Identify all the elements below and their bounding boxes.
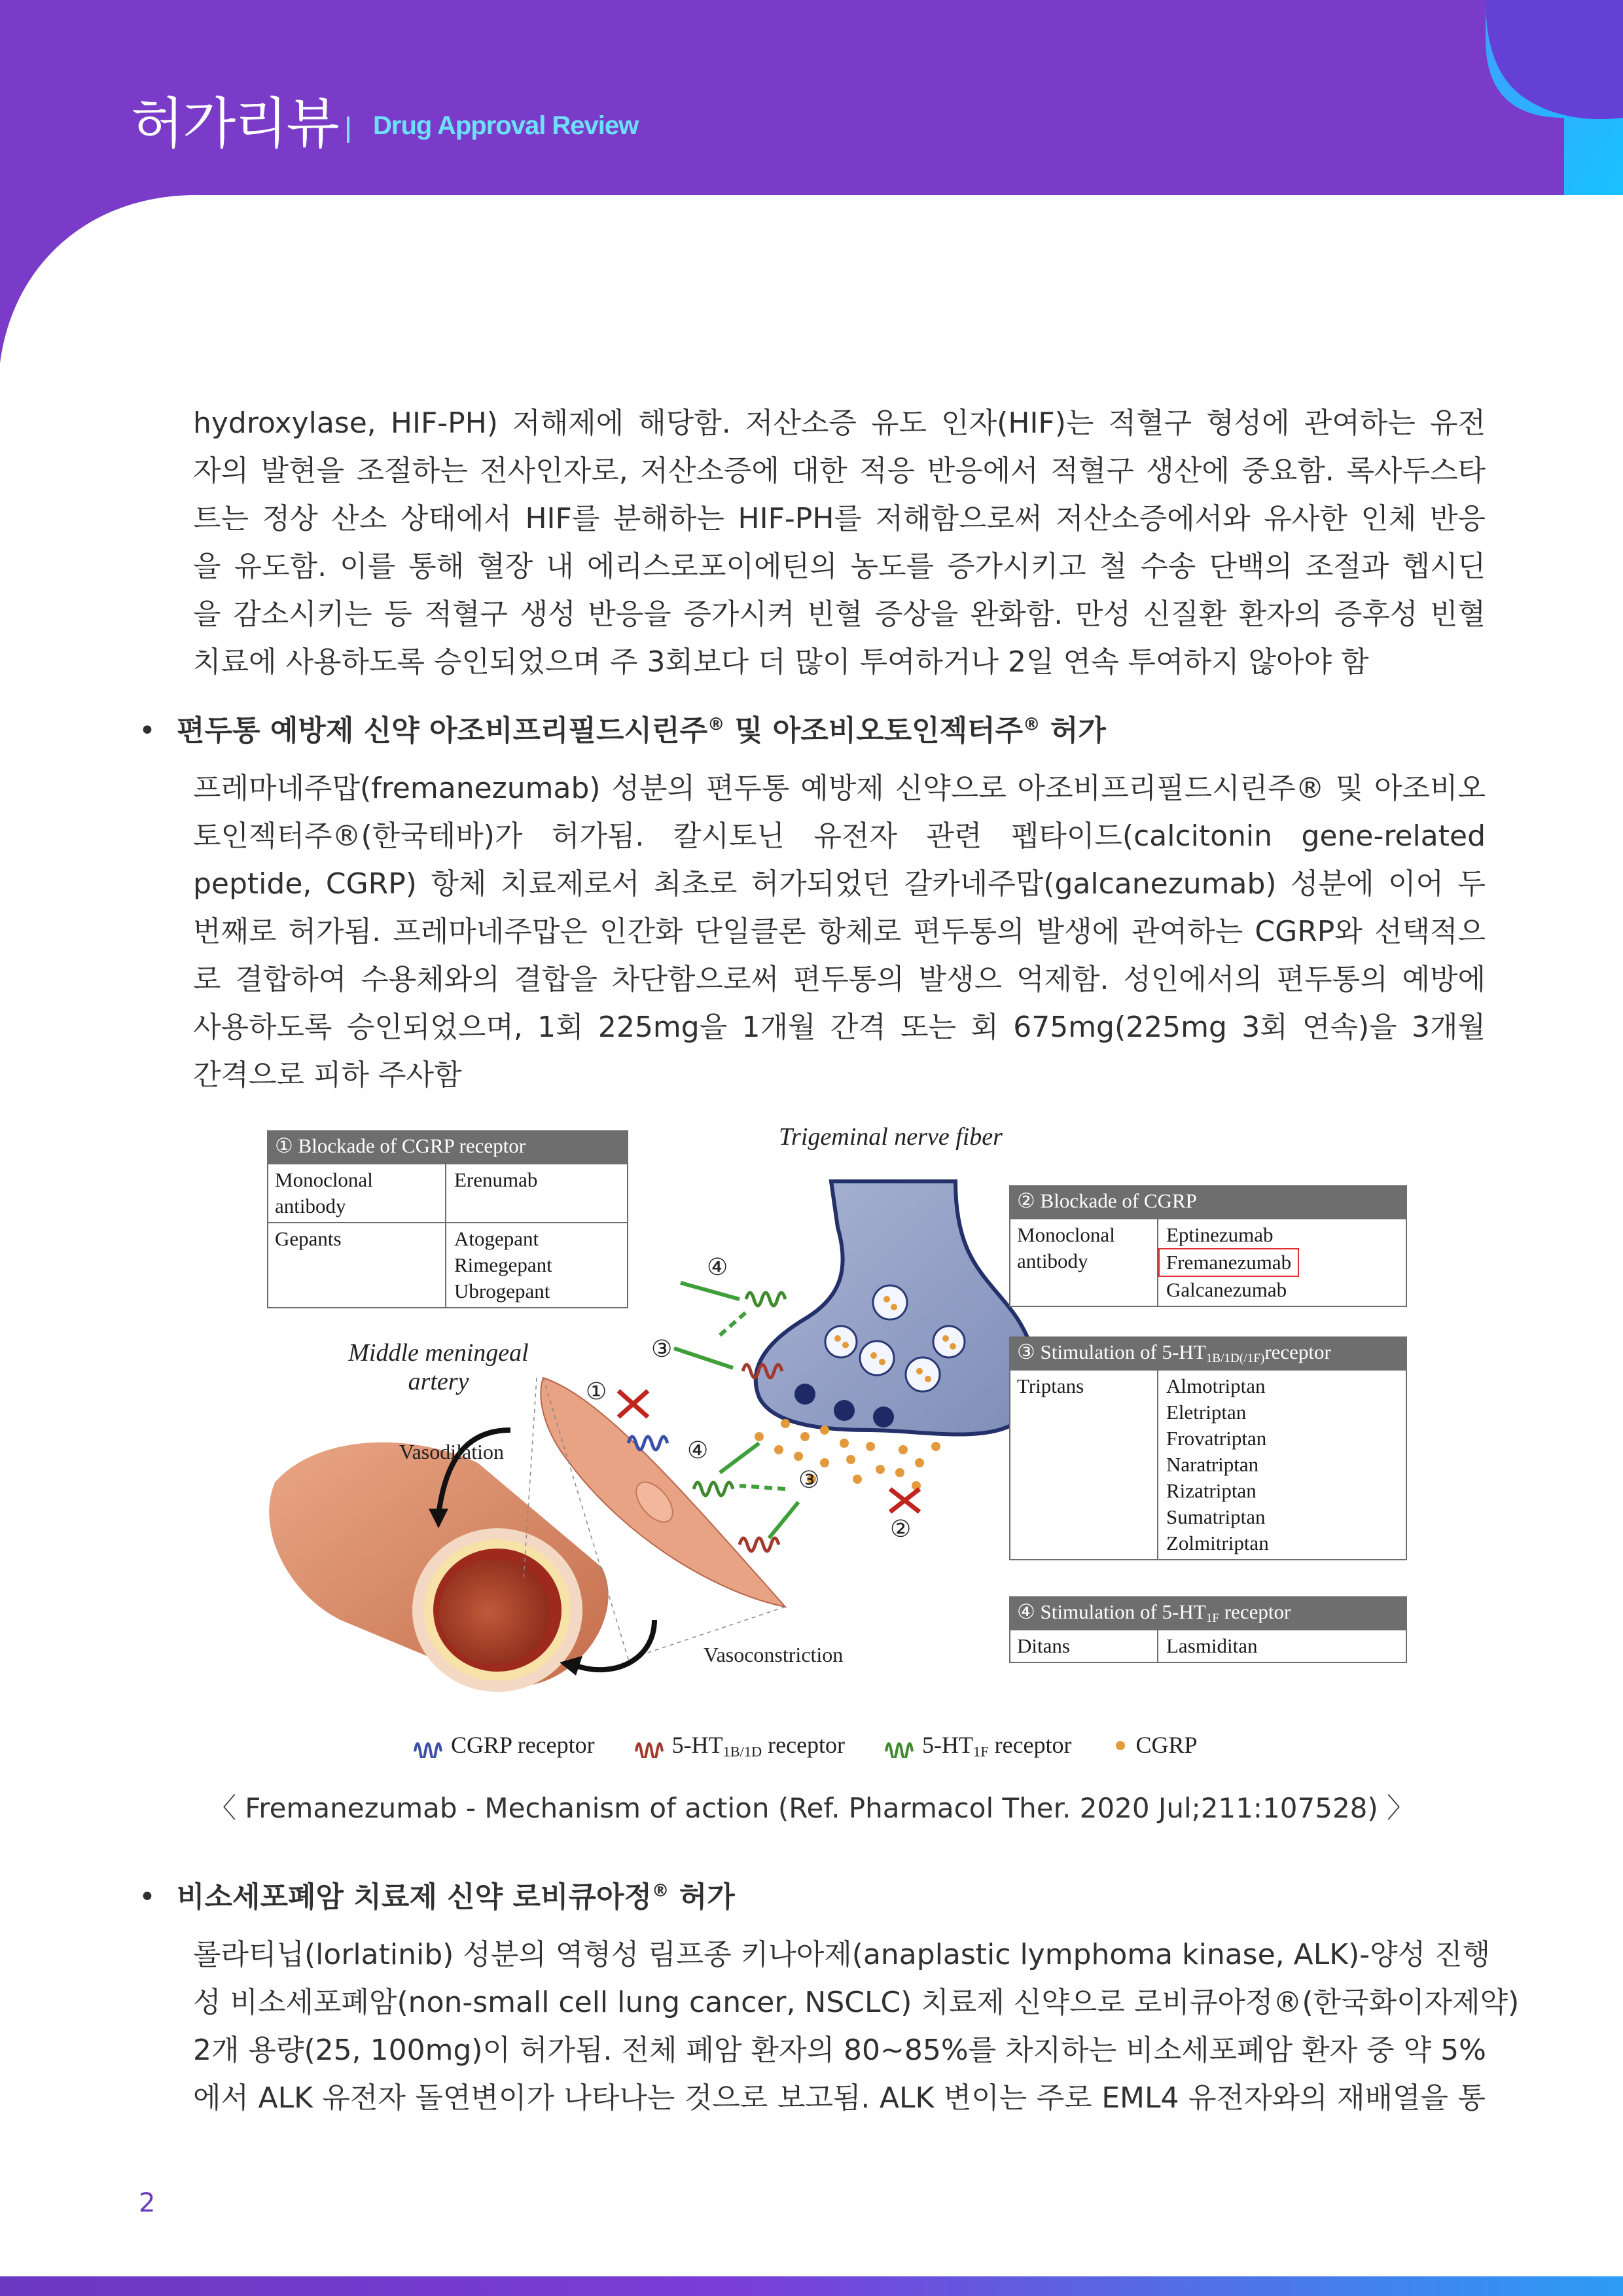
text-line: 치료에 사용하도록 승인되었으며 주 3회보다 더 많이 투여하거나 2일 연속 투여하지 않아야 함	[193, 645, 1369, 679]
table-row: Monoclonal antibody Eptinezumab Fremanezumab Galcanezumab	[1010, 1218, 1406, 1306]
5ht1f-receptor-icon	[883, 1732, 916, 1758]
table-row: Ditans Lasmiditan	[1010, 1629, 1406, 1662]
label-trigeminal-nerve: Trigeminal nerve fiber	[779, 1123, 1003, 1151]
bullet-point: •	[139, 714, 156, 747]
text-line: hydroxylase, HIF-PH) 저해제에 해당함. 저산소증 유도 인자(HIF)는 적혈구 형성에 관여하는 유전	[193, 406, 1486, 440]
section-heading-nsclc: • 비소세포폐암 치료제 신약 로비큐아정® 허가	[139, 1880, 735, 1914]
text-line: 을 유도함. 이를 통해 혈장 내 에리스로포이에틴의 농도를 증가시키고 철 수송 단백의 조절과 헵시딘	[193, 550, 1486, 583]
text-line: 2개 용량(25, 100mg)이 허가됨. 전체 폐암 환자의 80~85%를 차지하는 비소세포폐암 환자 중 약 5%	[193, 2034, 1486, 2067]
text-line: 롤라티닙(lorlatinib) 성분의 역형성 림프종 키나아제(anaplastic lymphoma kinase, ALK)-양성 진행	[193, 1938, 1491, 1971]
legend-5ht1f-receptor: $5-HT_{1F}$ receptor	[922, 1732, 1072, 1760]
legend-cgrp: CGRP	[1135, 1732, 1198, 1758]
table-row: Triptans Almotriptan Eletriptan Frovatriptan Naratriptan Rizatriptan Sumatriptan Zolmitriptan	[1010, 1369, 1406, 1559]
text-line: 간격으로 피하 주사함	[193, 1058, 462, 1092]
table-header: ① Blockade of CGRP receptor	[268, 1132, 627, 1163]
5ht1bd-receptor-icon	[633, 1732, 666, 1758]
section-heading-migraine: • 편두통 예방제 신약 아조비프리필드시린주® 및 아조비오토인젝터주® 허가	[139, 714, 1106, 747]
marker-4: ④	[707, 1254, 728, 1280]
table-row: Monoclonal antibody Erenumab	[268, 1163, 627, 1222]
table-cgrp-receptor-blockade	[267, 1130, 628, 1308]
footer-bar	[0, 2276, 1623, 2296]
table-header: ④ Stimulation of $5-HT_{1F}$ receptor	[1010, 1598, 1406, 1629]
marker-1: ①	[586, 1378, 607, 1405]
text-line: peptide, CGRP) 항체 치료제로서 최초로 허가되었던 갈카네주맙(galcanezumab) 성분에 이어 두	[193, 867, 1486, 901]
figure-legend	[412, 1731, 1198, 1761]
table-cgrp-blockade	[1009, 1185, 1407, 1307]
text-line: 프레마네주맙(fremanezumab) 성분의 편두통 예방제 신약으로 아조비프리필드시린주® 및 아조비오	[193, 772, 1486, 805]
paragraph-fremanezumab	[193, 764, 1486, 1099]
header-subtitle: Drug Approval Review	[373, 111, 639, 140]
text-line: 번째로 허가됨. 프레마네주맙은 인간화 단일클론 항체로 편두통의 발생에 관여하는 CGRP와 선택적으	[193, 915, 1486, 948]
text-line: 사용하도록 승인되었으며, 1회 225mg을 1개월 간격 또는 회 675mg(225mg 3회 연속)을 3개월	[193, 1011, 1486, 1044]
marker-3: ③	[651, 1336, 673, 1362]
bullet-point: •	[139, 1880, 156, 1914]
text-line: 토인젝터주®(한국테바)가 허가됨. 칼시토닌 유전자 관련 펩타이드(calcitonin gene-related	[193, 819, 1486, 853]
header-separator	[347, 117, 349, 143]
text-line: 을 감소시키는 등 적혈구 생성 반응을 증가시켜 빈혈 증상을 완화함. 만성 신질환 환자의 증후성 빈혈	[193, 598, 1486, 631]
text-line: 로 결합하여 수용체와의 결합을 차단함으로써 편두통의 발생으 억제함. 성인에서의 편두통의 예방에	[193, 963, 1486, 996]
page-header	[0, 0, 1623, 367]
text-line: 에서 ALK 유전자 돌연변이가 나타나는 것으로 보고됨. ALK 변이는 주로 EML4 유전자와의 재배열을 통	[193, 2081, 1486, 2115]
label-vasodilation: Vasodilation	[399, 1440, 504, 1463]
marker-3: ③	[798, 1467, 820, 1493]
table-header: ② Blockade of CGRP	[1010, 1187, 1406, 1218]
header-title: 허가리뷰	[131, 92, 338, 156]
legend-cgrp-receptor: CGRP receptor	[451, 1732, 595, 1758]
table-5ht1bd-stimulation	[1009, 1336, 1407, 1560]
highlighted-drug: Fremanezumab	[1158, 1248, 1299, 1277]
marker-4: ④	[687, 1437, 709, 1463]
text-line: 자의 발현을 조절하는 전사인자로, 저산소증에 대한 적응 반응에서 적혈구 생산에 중요함. 록사두스타	[193, 454, 1486, 488]
table-header: ③ Stimulation of $5-HT_{1B/1D(/1F)}receptor$	[1010, 1338, 1406, 1369]
label-vasoconstriction: Vasoconstriction	[704, 1643, 844, 1666]
paragraph-lorlatinib	[193, 1931, 1520, 2122]
table-row: Gepants Atogepant Rimegepant Ubrogepant	[268, 1222, 627, 1307]
cgrp-receptor-icon	[412, 1732, 445, 1758]
header-background	[0, 0, 1623, 367]
legend-5ht1bd-receptor: $5-HT_{1B/1D}$ receptor	[671, 1732, 846, 1760]
label-middle-meningeal-artery: Middle meningeal artery	[348, 1339, 529, 1395]
page-number: 2	[139, 2188, 156, 2218]
text-line: 트는 정상 산소 상태에서 HIF를 분해하는 HIF-PH를 저해함으로써 저산소증에서와 유사한 인체 반응	[193, 502, 1486, 535]
mechanism-figure	[262, 1122, 1414, 1784]
paragraph-roxadustat	[193, 399, 1486, 686]
cgrp-dot-icon	[1111, 1736, 1130, 1755]
text-line: 성 비소세포폐암(non-small cell lung cancer, NSCLC) 치료제 신약으로 로비큐아정®(한국화이자제약)	[193, 1986, 1520, 2019]
figure-caption: 〈 Fremanezumab - Mechanism of action (Ref. Pharmacol Ther. 2020 Jul;211:107528) 〉	[208, 1792, 1415, 1824]
marker-2: ②	[890, 1516, 912, 1542]
table-5ht1f-stimulation	[1009, 1596, 1407, 1663]
